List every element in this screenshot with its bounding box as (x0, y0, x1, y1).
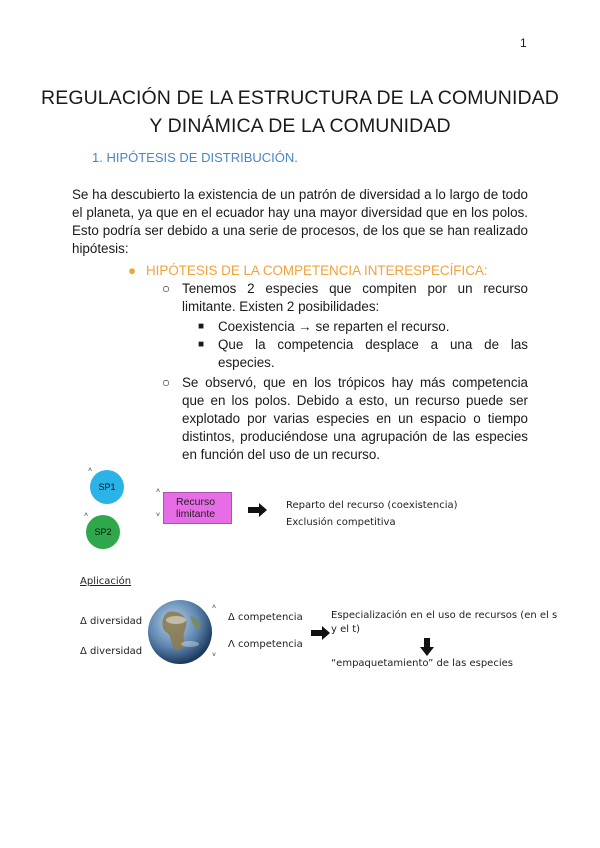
tick-mark: ˅ (156, 512, 161, 519)
application-heading: Aplicación (80, 576, 132, 587)
page-number: 1 (520, 36, 527, 50)
page-title: REGULACIÓN DE LA ESTRUCTURA DE LA COMUNIDAD Y DINÁMICA DE LA COMUNIDAD (41, 87, 559, 137)
option-2-text: Que la competencia desplace a una de las especies. (218, 337, 528, 370)
competition-label-bottom: Λ competencia (228, 639, 303, 650)
hypothesis-heading: HIPÓTESIS DE LA COMPETENCIA INTERESPECÍFICA: (146, 263, 488, 278)
diversity-label-bottom: Δ diversidad (80, 646, 143, 657)
tick-mark: ˄ (212, 604, 217, 611)
bullet-dot-icon: ● (128, 263, 137, 278)
point-1-option-1 (198, 318, 528, 336)
point-1-text: Tenemos 2 especies que compiten por un recurso limitante. Existen 2 posibilidades: (182, 281, 528, 314)
species-1-label: SP1 (98, 482, 116, 492)
option-1-text: Coexistencia → se reparten el recurso. (218, 319, 450, 334)
limiting-resource-box: Recurso limitante (163, 492, 232, 524)
point-2-text: Se observó, que en los trópicos hay más competencia que en los polos. Debido a esto, un recurso puede ser explotado por varias especies en un espacio o tiempo distintos, produciéndose una agrupación de las especies en función del uso de un recurso. (182, 375, 528, 462)
tick-mark: ˄ (88, 467, 93, 474)
point-1-option-2 (198, 336, 528, 372)
outcome-exclusion: Exclusión competitiva (286, 517, 396, 528)
species-2-label: SP2 (94, 527, 112, 537)
square-bullet-icon: ■ (198, 321, 205, 332)
hollow-circle-bullet-icon: ○ (162, 375, 171, 390)
hypothesis-bullet (128, 262, 488, 280)
specialization-text: Especialización en el uso de recursos (en el s y el t) (331, 610, 558, 635)
tick-mark: ˄ (84, 512, 89, 519)
globe-icon (146, 598, 217, 666)
arrow-right-icon (311, 626, 331, 640)
tick-mark: ˅ (212, 652, 217, 659)
intro-paragraph: Se ha descubierto la existencia de un patrón de diversidad a lo largo de todo el planeta, ya que en el ecuador hay una mayor diversidad que en los polos. Esto podría ser debido a una serie de procesos, de los que se han realizado hipótesis: (72, 187, 528, 256)
point-2 (162, 374, 528, 464)
species-2-circle (86, 515, 120, 549)
arrow-down-icon (420, 638, 434, 656)
arrow-right-icon (248, 503, 268, 517)
hollow-circle-bullet-icon: ○ (162, 281, 171, 296)
point-1 (162, 280, 528, 316)
competition-label-top: Δ competencia (228, 612, 303, 623)
species-1-circle (90, 470, 124, 504)
packing-text: “empaquetamiento” de las especies (331, 658, 513, 669)
diversity-label-top: Δ diversidad (80, 616, 143, 627)
tick-mark: ˄ (156, 488, 161, 495)
square-bullet-icon: ■ (198, 339, 205, 350)
outcome-coexistence: Reparto del recurso (coexistencia) (286, 500, 458, 511)
section-heading: 1. HIPÓTESIS DE DISTRIBUCIÓN. (92, 150, 298, 165)
